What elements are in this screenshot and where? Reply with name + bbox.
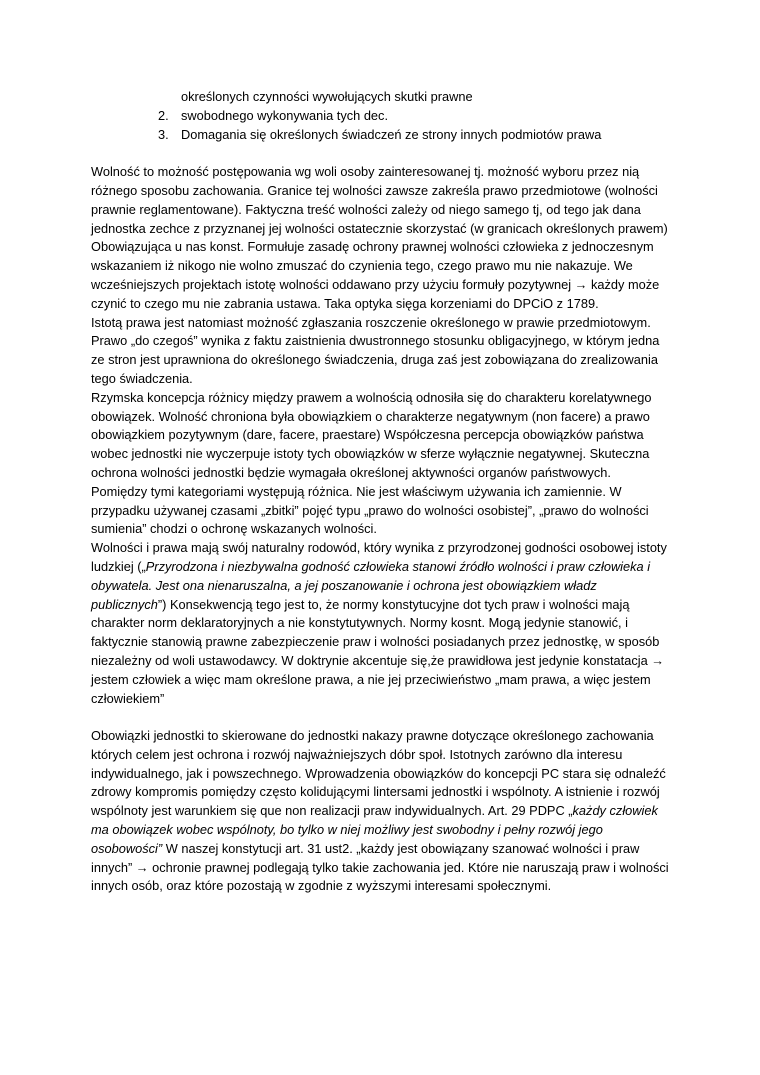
list-marker: 2. <box>158 107 169 123</box>
text-run: Wolności i prawa mają swój naturalny rodowód, który wynika z przyrodzonej godności osobowej istoty ludzkiej („ <box>91 540 667 574</box>
numbered-list <box>91 88 669 144</box>
text-run: Obowiązki jednostki to skierowane do jednostki nakazy prawne dotyczące określonego zachowania których celem jest ochrona i rozwój najważniejszych dóbr społ. Istotnych zarówno dla interesu indywidualnego, jak i powszechnego. Wprowadzenia obowiązków do koncepcji PC stara się odnaleźć zdrowy kompromis pomiędzy często kolidującymi lintersami jednostki i wspólnoty. A istnienie i rozwój wspólnoty jest warunkiem się que non realizacji praw indywidualnych. Art. 29 PDPC „ <box>91 728 666 819</box>
document-content <box>91 88 669 896</box>
text-run: W naszej konstytucji art. 31 ust2. „każdy jest obowiązany szanować wolności i praw innych” → ochronie prawnej podlegają tylko takie zachowania jed. Które nie naruszają praw i wolności innych osób, oraz które pozostają w zgodnie z wyższymi interesami społecznymi. <box>91 840 669 894</box>
text-run: Istotą prawa jest natomiast możność zgłaszania roszczenie określonego w prawie przedmiotowym. Prawo „do czegoś” wynika z faktu zaistnienia dwustronnego stosunku obligacyjnego, w którym jedna ze stron jest uprawniona do określonego świadczenia, druga zaś jest zobowiązana do zrealizowania tego świadczenia. <box>91 314 660 386</box>
text-run: ”) Konsekwencją tego jest to, że normy konstytucyjne dot tych praw i wolności mają charakter norm deklaratoryjnych a nie konstytutywnych. Normy kosnt. Mogą jedynie stanowić, i faktycznie stanowią prawne zabezpieczenie praw i wolności posiadanych przez jednostkę, w sposób niezależny od woli ustawodawcy. W doktrynie akcentuje się,że prawidłowa jest jedynie konstatacja → jestem człowiek a więc mam określone prawa, a nie jej przeciwieństwo „mam prawa, a więc jestem człowiekiem” <box>91 596 665 706</box>
paragraph <box>91 389 669 483</box>
paragraph <box>91 238 669 313</box>
text-run: Obowiązująca u nas konst. Formułuje zasadę ochrony prawnej wolności człowieka z jednoczesnym wskazaniem iż nikogo nie wolno zmuszać do czynienia tego, czego prawo mu nie nakazuje. We wcześniejszych projektach istotę wolności oddawano przy użyciu formuły pozytywnej → każdy może czynić to czego mu nie zabrania ustawa. Taka optyka sięga korzeniami do DPCiO z 1789. <box>91 239 660 311</box>
italic-text-run: Przyrodzona i niezbywalna godność człowieka stanowi źródło wolności i praw człowieka i obywatela. Jest ona nienaruszalna, a jej poszanowanie i ochrona jest obowiązkiem władz publicznych <box>91 558 651 612</box>
list-item-text: swobodnego wykonywania tych dec. <box>181 107 389 123</box>
list-item-text: Domagania się określonych świadczeń ze strony innych podmiotów prawa <box>181 126 602 142</box>
list-item <box>91 107 669 126</box>
paragraph <box>91 483 669 539</box>
list-marker: 3. <box>158 126 169 142</box>
list-item-text: określonych czynności wywołujących skutki prawne <box>181 89 473 104</box>
paragraph <box>91 314 669 389</box>
list-item <box>91 88 669 107</box>
list-item <box>91 126 669 145</box>
italic-text-run: każdy człowiek ma obowiązek wobec wspólnoty, bo tylko w niej możliwy jest swobodny i pełny rozwój jego osobowości” <box>91 803 658 856</box>
text-run: Pomiędzy tymi kategoriami występują różnica. Nie jest właściwym używania ich zamiennie. W przypadku używanej czasami „zbitki” pojęć typu „prawo do wolności osobistej”, „prawo do wolności sumienia” chodzi o ochronę wskazanych wolności. <box>91 483 649 537</box>
text-run: Rzymska koncepcja różnicy między prawem a wolnością odnosiła się do charakteru korelatywnego obowiązek. Wolność chroniona była obowiązkiem o charakterze negatywnym (non facere) a prawo obowiązkiem pozytywnym (dare, facere, praestare) Współczesna percepcja obowiązków państwa wobec jednostki nie wyczerpuje istoty tych obowiązków w sferze wyłącznie negatywnej. Skuteczna ochrona wolności jednostki będzie wymagała określonej aktywności organów państwowych. <box>91 389 652 480</box>
paragraph <box>91 727 669 896</box>
text-run: Wolność to możność postępowania wg woli osoby zainteresowanej tj. możność wyboru przez nią różnego sposobu zachowania. Granice tej wolności zawsze zakreśla prawo przedmiotowe (wolności prawnie reglamentowane). Faktyczna treść wolności zależy od niego samego tj, od tego jak dana jednostka zechce z przyznanej jej wolności ostatecznie skorzystać (w granicach określonych prawem) <box>91 164 668 236</box>
paragraph-block <box>91 163 669 896</box>
paragraph <box>91 163 669 238</box>
paragraph <box>91 539 669 708</box>
